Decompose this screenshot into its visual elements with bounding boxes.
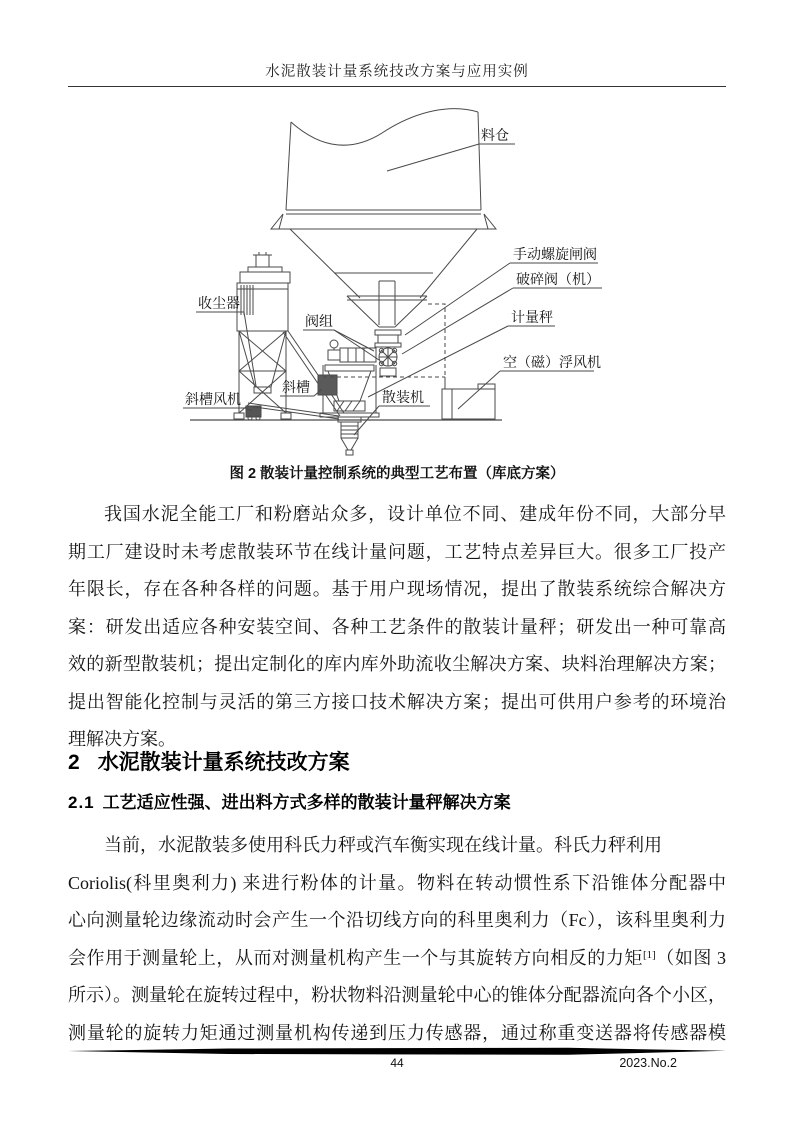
paragraph-line: Coriolis(科里奥利力) 来进行粉体的计量。物料在转动惯性系下沿锥体分配器中 bbox=[68, 872, 726, 893]
line-text: （如图 3 bbox=[655, 947, 726, 968]
footer-rule-bar bbox=[68, 1047, 726, 1056]
silo-drawing bbox=[271, 109, 496, 229]
paragraph-line: 年限长，存在各种各样的问题。基于用户现场情况，提出了散装系统综合解决方 bbox=[68, 579, 726, 599]
header-rule bbox=[68, 86, 726, 87]
bulk-loader-drawing bbox=[338, 417, 361, 455]
paragraph-line-with-citation bbox=[68, 940, 726, 978]
paragraph-2 bbox=[68, 827, 726, 1052]
label-valve-group: 阀组 bbox=[305, 315, 333, 330]
subsection-number: 2.1 bbox=[68, 793, 95, 812]
running-header-title: 水泥散装计量系统技改方案与应用实例 bbox=[265, 64, 529, 80]
paragraph-line: 案：研发出适应各种安装空间、各种工艺条件的散装计量秤；研发出一种可靠高 bbox=[68, 616, 726, 637]
paragraph-line: 效的新型散装机；提出定制化的库内库外助流收尘解决方案、块料治理解决方案； bbox=[68, 654, 726, 674]
paragraph-line: 期工厂建设时未考虑散装环节在线计量问题，工艺特点差异巨大。很多工厂投产 bbox=[68, 541, 726, 562]
process-layout-diagram bbox=[182, 101, 652, 457]
screw-valve-drawing bbox=[328, 340, 376, 362]
label-chute: 斜槽 bbox=[282, 381, 310, 396]
blower-box-drawing bbox=[442, 384, 495, 419]
paragraph-line: 提出智能化控制与灵活的第三方接口技术解决方案；提出可供用户参考的环境治 bbox=[68, 691, 726, 712]
line-text: 会作用于测量轮上，从而对测量机构产生一个与其旋转方向相反的力矩 bbox=[68, 947, 643, 968]
paragraph-line: 测量轮的旋转力矩通过测量机构传递到压力传感器，通过称重变送器将传感器模 bbox=[68, 1022, 726, 1043]
section-number: 2 bbox=[68, 751, 80, 774]
crushing-valve-drawing bbox=[379, 348, 397, 376]
label-manual-screw-gate-valve: 手动螺旋闸阀 bbox=[513, 248, 597, 263]
page-number: 44 bbox=[390, 1056, 404, 1070]
paragraph-line: 所示）。测量轮在旋转过程中，粉状物料沿测量轮中心的锥体分配器流向各个小区， bbox=[68, 985, 726, 1005]
paragraph-line: 理解决方案。 bbox=[68, 729, 176, 749]
label-silo: 料仓 bbox=[481, 129, 509, 144]
label-crushing-valve: 破碎阀（机） bbox=[516, 273, 600, 288]
journal-issue: 2023.No.2 bbox=[619, 1056, 677, 1070]
hopper-cone-drawing bbox=[290, 229, 477, 298]
paragraph-line: 心向测量轮边缘流动时会产生一个沿切线方向的科里奥利力（Fc），该科里奥利力 bbox=[68, 910, 726, 930]
paragraph-1 bbox=[68, 496, 726, 759]
figure-caption: 图 2 散装计量控制系统的典型工艺布置（库底方案） bbox=[229, 466, 565, 482]
label-chute-fan: 斜槽风机 bbox=[185, 393, 241, 408]
section-title: 水泥散装计量系统技改方案 bbox=[97, 751, 350, 774]
citation-ref: [1] bbox=[642, 948, 656, 961]
subsection-title: 工艺适应性强、进出料方式多样的散装计量秤解决方案 bbox=[102, 793, 511, 812]
gate-valve-drawing bbox=[375, 330, 401, 347]
label-dust-collector: 收尘器 bbox=[198, 297, 240, 312]
label-metering-scale: 计量秤 bbox=[511, 311, 553, 326]
label-bulk-loader: 散装机 bbox=[382, 391, 424, 406]
paragraph-line: 我国水泥全能工厂和粉磨站众多，设计单位不同、建成年份不同，大部分早 bbox=[104, 504, 726, 524]
paragraph-line: 当前，水泥散装多使用科氏力秤或汽车衡实现在线计量。科氏力秤利用 bbox=[104, 835, 662, 855]
section-2-1-heading bbox=[68, 788, 726, 813]
section-2-heading bbox=[68, 746, 726, 776]
distribution-funnel-drawing bbox=[347, 281, 427, 327]
label-air-magnetic-blower: 空（磁）浮风机 bbox=[503, 356, 601, 371]
